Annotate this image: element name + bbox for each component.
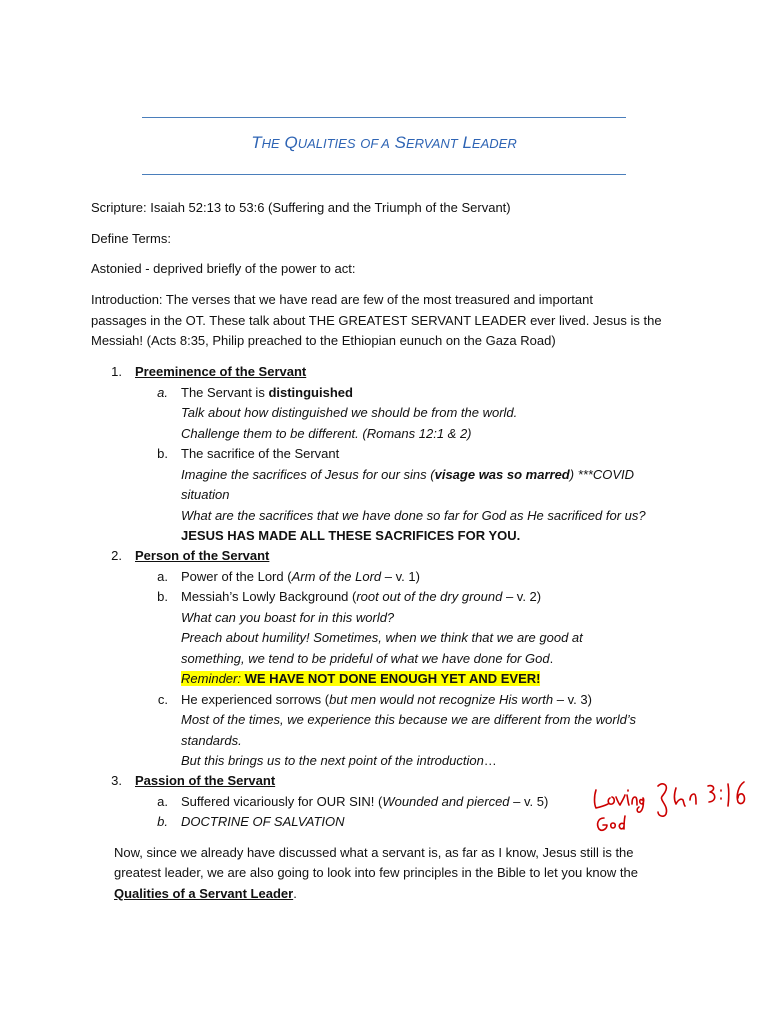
list-item: DOCTRINE OF SALVATION [181, 814, 345, 829]
list-item: The Servant is distinguished [181, 385, 353, 400]
document-title: THE QUALITIES OF A SERVANT LEADER [251, 133, 517, 152]
list-item: Messiah’s Lowly Background (root out of the dry ground – v. 2) [181, 589, 542, 604]
define-terms: Define Terms: [91, 231, 171, 246]
list-item: Power of the Lord (Arm of the Lord – v. 1) [181, 569, 420, 584]
list-item: He experienced sorrows (but men would not recognize His worth – v. 3) [181, 692, 592, 707]
section-heading: Person of the Servant [135, 548, 270, 563]
list-item: Suffered vicariously for OUR SIN! (Wounded and pierced – v. 5) [181, 794, 549, 809]
bottom-rule [142, 174, 626, 175]
list-item: The sacrifice of the Servant [181, 446, 340, 461]
reminder-highlight: Reminder: WE HAVE NOT DONE ENOUGH YET AND EVER! [181, 671, 541, 686]
scripture-line: Scripture: Isaiah 52:13 to 53:6 (Suffering and the Triumph of the Servant) [91, 200, 511, 215]
top-rule [142, 117, 626, 118]
section-heading: Passion of the Servant [135, 773, 276, 788]
handwritten-annotation [588, 776, 768, 846]
section-heading: Preeminence of the Servant [135, 364, 307, 379]
definition-astonied: Astonied - deprived briefly of the power to act: [91, 261, 356, 276]
